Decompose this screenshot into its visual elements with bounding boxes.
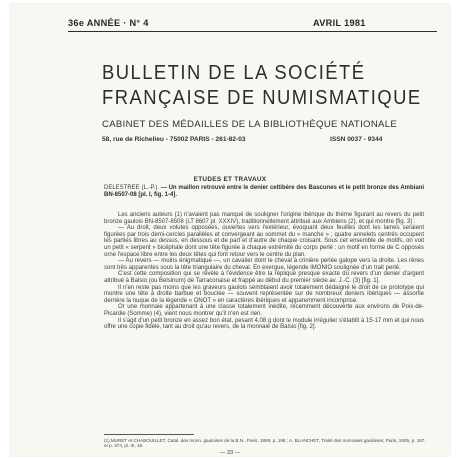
header-rule bbox=[68, 31, 437, 32]
article-author: DELESTREE (L.-P.). bbox=[104, 185, 160, 191]
footnote-rule bbox=[104, 434, 194, 435]
paragraph: Il n'en reste pas moins que les graveurs gaulois semblaient avoir totalement dédaigné le droit de ce prototype qui montre une tête à droite barbue et bouclée — souvent représentée sur de nombreux deniers ibériques — assortie derrière la nuque de la légende « ONOT » en caractères ibériques et apparemment incomprise. bbox=[104, 284, 424, 304]
paragraph: C'est cette composition qui se révèle à l'évidence être la réplique presque exacte du revers d'un denier d'argent attribué à Balsio (ou Belsinum) de Tarraconaise et frappé au début du premier siècle av. J.-C. (3) [fig. 1]. bbox=[104, 271, 424, 284]
paragraph: Il s'agit d'un petit bronze en assez bon état, pesant 4,08 g dont le module irrégulier s'établit à 15-17 mm et qui nous offre une copie fidèle, tant au droit qu'au revers, de la monnaie de Balsio [fig. 2]. bbox=[104, 317, 424, 331]
article-body bbox=[104, 212, 424, 331]
paragraph: — Au droit, deux volutes opposées, ouvertes vers l'extérieur, évoquant deux feuilles dont les lames seraient figurées par trois demi-cercles parallèles et convergeant au sommet du « manche » ; quatre annelets centrés occupent les parties libres au dessus, en dessous et de part et d'autre de chaque croisant. Sous cet ensemble de motifs, on voit un petit « serpent » bicéphale dont une tête figurée à chaque extrémité du corps perlé : un motif en forme de C opposés orne l'espace libre entre les deux têtes qui font retour vers le centre du plan. bbox=[104, 225, 424, 258]
paragraph: — Au revers — moins énigmatique —, un cavalier dont le cheval à crinière perlée galope vers la droite. Les rênes sont très apparentes sous la tête triangulaire du cheval. En exergue, légende IMONIO soulignée d'un trait perlé. bbox=[104, 258, 424, 271]
footnote: (1) MURET et CHABOUILLET, Catal. des monn. gauloises de la B.N., Paris, 1889, p. 198 ; A. BLANCHET, Traité des monnaies gauloises, Paris, 1905, p. 167, et p. 374, pl. III, 18. bbox=[104, 438, 426, 449]
footnotes bbox=[104, 438, 426, 449]
paragraph: Or une monnaie appartenant à une classe totalement inédite, récemment découverte aux environs de Poix-de-Picardie (Somme) (4), vient nous montrer qu'il n'en est rien. bbox=[104, 304, 424, 317]
journal-subtitle: CABINET DES MÉDAILLES DE LA BIBLIOTHÈQUE NATIONALE bbox=[102, 119, 398, 130]
page-number: — 33 — bbox=[219, 450, 241, 456]
publisher-address: 58, rue de Richelieu - 75002 PARIS - 261-82-03 bbox=[102, 136, 246, 143]
journal-title-line-2: FRANÇAISE DE NUMISMATIQUE bbox=[102, 87, 422, 109]
issue-number: 36e ANNÉE · N° 4 bbox=[68, 18, 149, 28]
paragraph: Les anciens auteurs (1) n'avaient pas manqué de souligner l'origine ibérique du thème figurant au revers du petit bronze gaulois BN-8507-8508 (LT 8607 pl. XXXIV), traditionnellement attribué aux Ambiens (2), et qui montre [fig. 3] : bbox=[104, 212, 424, 225]
section-heading: ETUDES ET TRAVAUX bbox=[193, 176, 267, 183]
article-heading bbox=[104, 185, 424, 198]
issn-number: ISSN 0037 - 9344 bbox=[330, 136, 383, 143]
journal-title-line-1: BULLETIN DE LA SOCIÉTÉ bbox=[102, 62, 366, 84]
journal-page bbox=[10, 4, 450, 456]
article-title: — Un maillon retrouvé entre le denier celtibère des Bascunes et le petit bronze des Ambiani BN-8507-08 [pl. I, fig. 1-4]. bbox=[104, 185, 424, 198]
issue-date: AVRIL 1981 bbox=[313, 18, 366, 28]
